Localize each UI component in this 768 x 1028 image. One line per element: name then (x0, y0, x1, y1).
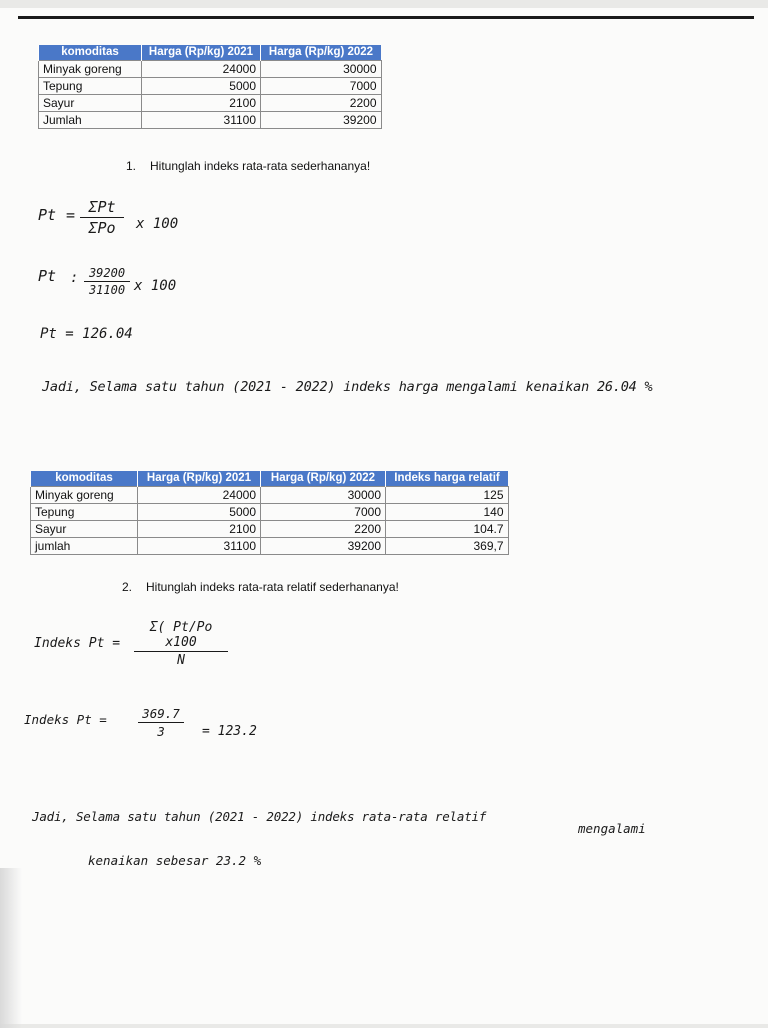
table-row-total (31, 538, 509, 555)
cell-harga-2022: 30000 (261, 487, 386, 504)
cell-harga-2022: 7000 (261, 78, 382, 95)
fraction-bar (138, 722, 184, 723)
price-table-1 (38, 45, 382, 129)
cell-harga-2021: 31100 (142, 112, 261, 129)
formula-lhs: Pt (38, 206, 57, 224)
fraction-denominator: ΣPo (88, 219, 116, 237)
table-row (31, 521, 509, 538)
question-2 (122, 580, 399, 594)
cell-harga-2022: 39200 (261, 538, 386, 555)
header-harga-2022: Harga (Rp/kg) 2022 (261, 471, 386, 487)
cell-harga-2021: 24000 (142, 61, 261, 78)
cell-harga-2021: 2100 (142, 95, 261, 112)
substitution-colon: : (70, 270, 79, 286)
conclusion-2-line-1b: mengalami (578, 821, 646, 836)
fraction-numerator: 369.7 (142, 706, 180, 721)
question-text: Hitunglah indeks rata-rata sederhananya! (150, 159, 371, 173)
fraction-bar (84, 281, 130, 282)
fraction-denominator: 3 (157, 724, 165, 739)
result-line: Pt = 126.04 (40, 326, 133, 342)
conclusion-2-line-2: kenaikan sebesar 23.2 % (88, 853, 262, 868)
formula2-fraction (134, 620, 228, 668)
cell-indeks-relatif: 369,7 (386, 538, 509, 555)
cell-harga-2022: 2200 (261, 521, 386, 538)
cell-indeks-relatif: 125 (386, 487, 509, 504)
cell-komoditas: Tepung (39, 78, 142, 95)
cell-harga-2022: 2200 (261, 95, 382, 112)
cell-komoditas: Minyak goreng (31, 487, 138, 504)
cell-komoditas: Jumlah (39, 112, 142, 129)
table-row (39, 95, 382, 112)
substitution-multiplier: x 100 (134, 278, 177, 294)
formula-multiplier: x 100 (136, 216, 179, 232)
cell-harga-2022: 39200 (261, 112, 382, 129)
cell-harga-2021: 24000 (138, 487, 261, 504)
header-komoditas: komoditas (31, 471, 138, 487)
table-row (39, 61, 382, 78)
question-1 (126, 159, 370, 173)
conclusion-1: Jadi, Selama satu tahun (2021 - 2022) indeks harga mengalami kenaikan 26.04 % (42, 379, 653, 395)
cell-harga-2021: 31100 (138, 538, 261, 555)
cell-harga-2021: 5000 (142, 78, 261, 95)
fraction-bar (80, 217, 124, 218)
cell-indeks-relatif: 104.7 (386, 521, 509, 538)
header-komoditas: komoditas (39, 45, 142, 61)
cell-harga-2022: 7000 (261, 504, 386, 521)
table-row (31, 487, 509, 504)
formula-equals: = (66, 206, 76, 224)
header-harga-2022: Harga (Rp/kg) 2022 (261, 45, 382, 61)
header-harga-2021: Harga (Rp/kg) 2021 (142, 45, 261, 61)
fraction-numerator: Σ( Pt/Po x100 (149, 620, 213, 650)
fraction-numerator: ΣPt (88, 198, 116, 216)
page-shadow (0, 868, 22, 1028)
substitution-lhs: Pt (38, 267, 57, 285)
substitution2-result: = 123.2 (202, 724, 257, 739)
page-top-border (18, 16, 754, 19)
fraction-denominator: 31100 (88, 283, 126, 297)
formula2-lhs: Indeks Pt = (34, 636, 121, 651)
price-table-2 (30, 471, 509, 555)
cell-harga-2022: 30000 (261, 61, 382, 78)
formula-fraction (80, 198, 124, 237)
question-number: 2. (122, 580, 133, 594)
table-row (39, 78, 382, 95)
substitution2-lhs: Indeks Pt = (24, 712, 107, 727)
cell-komoditas: Minyak goreng (39, 61, 142, 78)
cell-komoditas: jumlah (31, 538, 138, 555)
cell-harga-2021: 2100 (138, 521, 261, 538)
cell-indeks-relatif: 140 (386, 504, 509, 521)
table-header-row (39, 45, 382, 61)
cell-harga-2021: 5000 (138, 504, 261, 521)
document-page (0, 8, 768, 1024)
cell-komoditas: Tepung (31, 504, 138, 521)
fraction-numerator: 39200 (88, 266, 126, 280)
substitution-fraction (84, 266, 130, 297)
table-row-total (39, 112, 382, 129)
fraction-bar (134, 651, 228, 652)
cell-komoditas: Sayur (39, 95, 142, 112)
table-row (31, 504, 509, 521)
fraction-denominator: N (177, 653, 185, 668)
substitution2-fraction (138, 706, 184, 739)
header-harga-2021: Harga (Rp/kg) 2021 (138, 471, 261, 487)
header-indeks-relatif: Indeks harga relatif (386, 471, 509, 487)
question-number: 1. (126, 159, 137, 173)
table-header-row (31, 471, 509, 487)
conclusion-2-line-1: Jadi, Selama satu tahun (2021 - 2022) indeks rata-rata relatif (32, 809, 487, 824)
cell-komoditas: Sayur (31, 521, 138, 538)
question-text: Hitunglah indeks rata-rata relatif sederhananya! (146, 580, 399, 594)
